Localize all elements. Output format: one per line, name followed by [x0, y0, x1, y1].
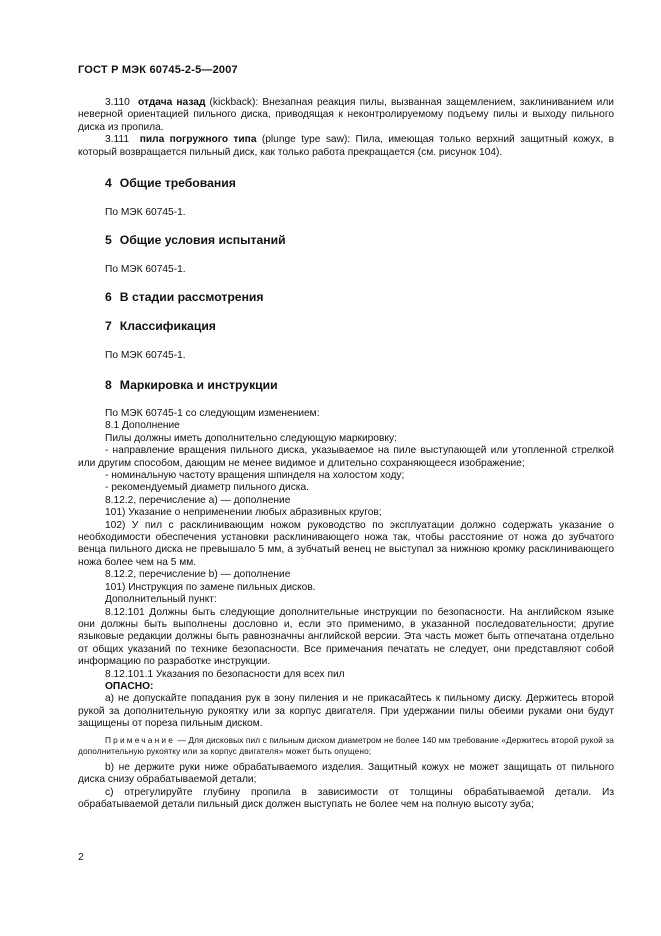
- page-number: 2: [78, 851, 84, 863]
- danger-label: [78, 681, 614, 693]
- terms-block: [78, 97, 614, 159]
- paragraph: По МЭК 60745-1 со следующим изменением:: [105, 408, 320, 419]
- section-6-heading: [105, 290, 264, 304]
- term-3-110: [78, 97, 614, 134]
- section-number: 8: [105, 378, 112, 392]
- safety-item-a: а) не допускайте попадания рук в зону пиления и не прикасайтесь к пильному диску. Держитесь второй рукой за дополнительную рукоятку или за корпус двигателя. При удержании пилы обеими руками они будут защищены от пореза пильным диском.: [78, 693, 614, 730]
- section-8-heading: [105, 378, 278, 392]
- section-4-heading: [105, 176, 236, 190]
- standard-header: ГОСТ Р МЭК 60745-2-5—2007: [78, 64, 238, 76]
- section-8-body: [78, 408, 614, 811]
- list-item: - рекомендуемый диаметр пильного диска.: [105, 482, 309, 494]
- term-name: отдача назад: [138, 97, 206, 108]
- section-number: 7: [105, 319, 112, 333]
- paragraph: Дополнительный пункт:: [105, 594, 217, 606]
- section-7-body: По МЭК 60745-1.: [105, 350, 186, 361]
- list-item: - номинальную частоту вращения шпинделя на холостом ходу;: [105, 470, 405, 482]
- section-number: 5: [105, 233, 112, 247]
- section-title: Общие требования: [119, 176, 236, 190]
- term-number: 3.111: [105, 134, 129, 146]
- safety-item-c: c) отрегулируйте глубину пропила в зависимости от толщины обрабатываемой детали. Из обрабатываемой детали пильный диск должен выступать не более чем на полную высоту зуба;: [78, 786, 614, 810]
- subsection-heading: 8.12.101.1 Указания по безопасности для всех пил: [105, 668, 345, 680]
- section-7-heading: [105, 319, 216, 333]
- section-number: 6: [105, 290, 112, 304]
- note: [78, 735, 614, 758]
- term-number: 3.110: [105, 97, 130, 108]
- list-item: 101) Указание о неприменении любых абразивных кругов;: [105, 507, 382, 519]
- note-text: — Для дисковых пил с пильным диском диаметром не более 140 мм требование «Держитесь второй рукой за дополнительную рукоятку или за корпус двигателя» может быть опущено;: [78, 734, 614, 757]
- note-label: Примечание: [105, 734, 176, 745]
- paragraph: 8.1 Дополнение: [105, 420, 180, 432]
- section-title: Классификация: [119, 319, 216, 333]
- section-title: Общие условия испытаний: [119, 233, 286, 247]
- list-item: - направление вращения пильного диска, указываемое на пиле выступающей или утопленной стрелкой или другим способом, дающим не менее видимое и длительно сохраняющееся изображение;: [78, 445, 614, 469]
- safety-item-b: b) не держите руки ниже обрабатываемого изделия. Защитный кожух не может защищать от пильного диска снизу обрабатываемой детали;: [78, 761, 614, 786]
- term-3-111: [78, 134, 614, 159]
- section-number: 4: [105, 176, 112, 190]
- section-title: Маркировка и инструкции: [119, 378, 278, 392]
- section-title: В стадии рассмотрения: [119, 290, 264, 304]
- section-5-body: По МЭК 60745-1.: [105, 264, 186, 275]
- paragraph: Пилы должны иметь дополнительно следующую маркировку:: [105, 432, 397, 444]
- term-definition: (plunge type saw): Пила, имеющая только верхний защитный кожух, в который возвращается пильный диск, как только работа прекращается (см. рисунок 104).: [78, 134, 614, 158]
- danger-text: ОПАСНО:: [105, 680, 154, 692]
- term-definition: (kickback): Внезапная реакция пилы, вызванная защемлением, заклиниванием или неверной ориентацией пильного диска, приводящая к неконтролируемому подъему пилы и выходу пильного диска из пропила.: [78, 97, 614, 133]
- section-4-body: По МЭК 60745-1.: [105, 207, 186, 218]
- section-5-heading: [105, 233, 286, 247]
- list-item: 102) У пил с расклинивающим ножом руководство по эксплуатации должно содержать указание о необходимости обеспечения установки расклинивающего ножа так, чтобы расстояние от ножа до зубчатого венца пильного диска не превышало 5 мм, а зубчатый венец не выступал за нижнюю кромку расклинивающего ножа более чем на 5 мм.: [78, 519, 614, 568]
- paragraph: 8.12.101 Должны быть следующие дополнительные инструкции по безопасности. На английском языке они должны быть выполнены дословно и, если это применимо, в указанной последовательности; другие языковые редакции должны быть равнозначны английской версии. Эта часть может быть отпечатана отдельно от общих указаний по технике безопасности. Все примечания печатать не следует, они представляют собой информацию по разработке инструкции.: [78, 606, 614, 668]
- paragraph: 8.12.2, перечисление b) — дополнение: [105, 569, 291, 581]
- term-name: пила погружного типа: [139, 134, 257, 146]
- paragraph: 8.12.2, перечисление а) — дополнение: [105, 494, 291, 506]
- list-item: 101) Инструкция по замене пильных дисков.: [105, 581, 316, 593]
